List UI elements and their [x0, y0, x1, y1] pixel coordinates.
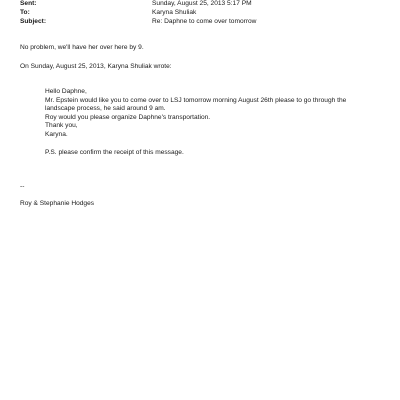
reply-text: No problem, we'll have her over here by 9. — [20, 44, 144, 51]
quoted-line: Roy would you please organize Daphne's transportation. — [45, 114, 211, 121]
quoted-line: landscape process, he said around 9 am. — [45, 105, 166, 112]
sent-value: Sunday, August 25, 2013 5:17 PM — [152, 0, 252, 7]
to-value: Karyna Shuliak — [152, 9, 197, 16]
to-label: To: — [20, 9, 30, 16]
sent-label: Sent: — [20, 0, 37, 7]
subject-value: Re: Daphne to come over tomorrow — [152, 18, 257, 25]
subject-label: Subject: — [20, 18, 47, 25]
quoted-line: Mr. Epstein would like you to come over to LSJ tomorrow morning August 26th please to go through the — [45, 97, 347, 104]
quote-intro: On Sunday, August 25, 2013, Karyna Shuliak wrote: — [20, 63, 172, 70]
signature-separator: -- — [20, 183, 25, 190]
quoted-line: Thank you, — [45, 122, 78, 129]
quoted-line: Karyna. — [45, 131, 68, 138]
signature: Roy & Stephanie Hodges — [20, 200, 95, 207]
quoted-line: P.S. please confirm the receipt of this message. — [45, 149, 184, 156]
quoted-line: Hello Daphne, — [45, 88, 87, 95]
